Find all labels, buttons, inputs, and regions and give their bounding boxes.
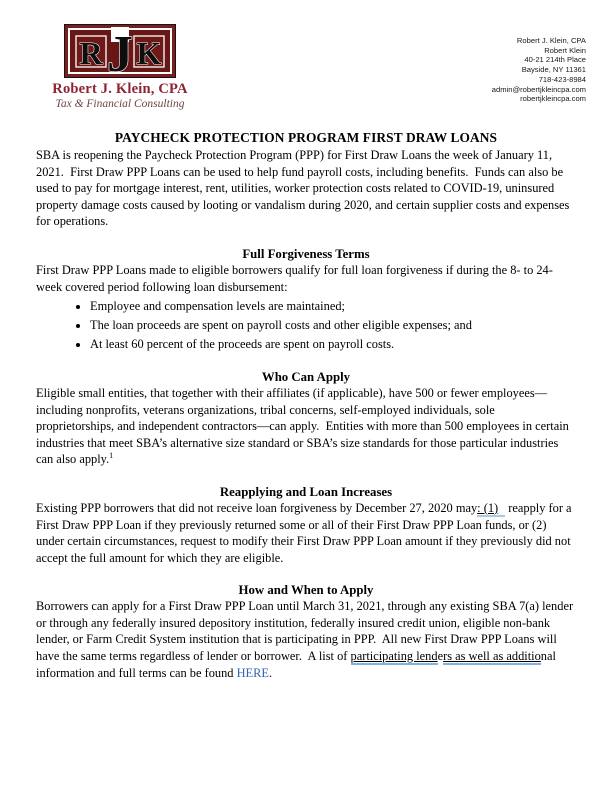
contact-line: Robert J. Klein, CPA xyxy=(516,36,586,45)
here-hyperlink[interactable]: HERE xyxy=(236,665,269,680)
reapply-underlined-link[interactable]: : (1) xyxy=(477,501,505,517)
forgiveness-paragraph: First Draw PPP Loans made to eligible borrowers qualify for full loan forgiveness if during the 8- to 24-week covered period following loan disbursement: xyxy=(36,262,553,294)
apply-text-mid: nal information and full terms can be found xyxy=(36,649,560,680)
contact-website: robertjkleincpa.com xyxy=(520,94,586,104)
contact-line: 40-21 214th Place xyxy=(524,55,586,65)
who-paragraph-text: Eligible small entities, that together with their affiliates (if applicable), have 500 or fewer employees—including nonprofits, veterans organizations, tribal concerns, self-employed individuals, sole proprietorships, and independent contractors—can apply. Entities with more than 500 employees in certain industries that meet SBA’s alternative size standard or SBA’s size standards for those particular industries can also apply. xyxy=(36,385,572,467)
heading-who-can-apply: Who Can Apply xyxy=(261,369,351,384)
reapply-text-pre: Existing PPP borrowers that did not receive loan forgiveness by December 27, 2020 may xyxy=(36,500,478,515)
firm-tagline: Tax & Financial Consulting xyxy=(55,98,185,110)
contact-line: Robert Klein xyxy=(544,45,586,55)
heading-reapplying-loan-increases: Reapplying and Loan Increases xyxy=(219,484,393,499)
bullet-item: • Employee and compensation levels are maintained; xyxy=(90,298,576,315)
logo-letter-r: R xyxy=(79,35,103,71)
contact-line: 718-423-8984 xyxy=(538,74,586,84)
additional-info-link[interactable]: rs as well as additio xyxy=(443,649,541,664)
reapply-text-post: reapply for a First Draw PPP Loan if they previously returned some or all of their First Draw PPP Loan funds, or (2) under certain circumstances, request to modify their First Draw PPP Loan amount if they previously did not accept the full amount for which they are eligible. xyxy=(36,500,575,565)
heading-full-forgiveness-terms: Full Forgiveness Terms xyxy=(242,246,370,261)
bullet-item: • The loan proceeds are spent on payroll costs and other eligible expenses; and xyxy=(90,317,576,334)
reapply-paragraph xyxy=(36,500,576,566)
apply-text-end: . xyxy=(268,665,273,680)
letterhead xyxy=(0,0,612,118)
apply-text-plain: e xyxy=(437,649,444,664)
document-title: PAYCHECK PROTECTION PROGRAM FIRST DRAW LOANS xyxy=(114,130,498,145)
logo-letter-k: K xyxy=(136,35,162,71)
participating-lenders-link[interactable]: participating lend xyxy=(350,649,438,664)
rjk-logo xyxy=(64,24,176,78)
forgiveness-bullet-list xyxy=(36,298,576,353)
who-can-apply-paragraph xyxy=(36,385,576,468)
rjk-logo-block xyxy=(50,24,190,110)
logo-letter-j: J xyxy=(107,26,133,78)
apply-text-pre: Borrowers can apply for a First Draw PPP Loan until March 31, 2021, through any existing SBA 7(a) lender or through any federally insured depository institution, federally insured credit union, eligible non-bank lender, or Farm Credit System institution that is participating in PPP. All new First Draw PPP Loans will have the same terms regardless of lender or borrower. A list of xyxy=(36,599,577,664)
contact-email: admin@robertjkleincpa.com xyxy=(491,84,586,94)
bullet-item: • At least 60 percent of the proceeds are spent on payroll costs. xyxy=(90,336,576,353)
firm-name: Robert J. Klein, CPA xyxy=(52,81,188,97)
heading-how-when-to-apply: How and When to Apply xyxy=(238,583,374,598)
contact-line: Bayside, NY 11361 xyxy=(521,65,586,75)
contact-block xyxy=(492,36,586,104)
document-body xyxy=(36,130,576,681)
intro-paragraph: SBA is reopening the Paycheck Protection Program (PPP) for First Draw Loans the week of January 11, 2021. First Draw PPP Loans can be used to help fund payroll costs, including benefits. Funds can also be used to pay for mortgage interest, rent, utilities, worker protection costs related to COVID-19, uninsured property damage costs caused by looting or vandalism during 2020, and certain supplier costs and expenses for operations. xyxy=(36,148,573,229)
footnote-marker: 1 xyxy=(109,451,114,461)
apply-paragraph xyxy=(36,598,576,681)
